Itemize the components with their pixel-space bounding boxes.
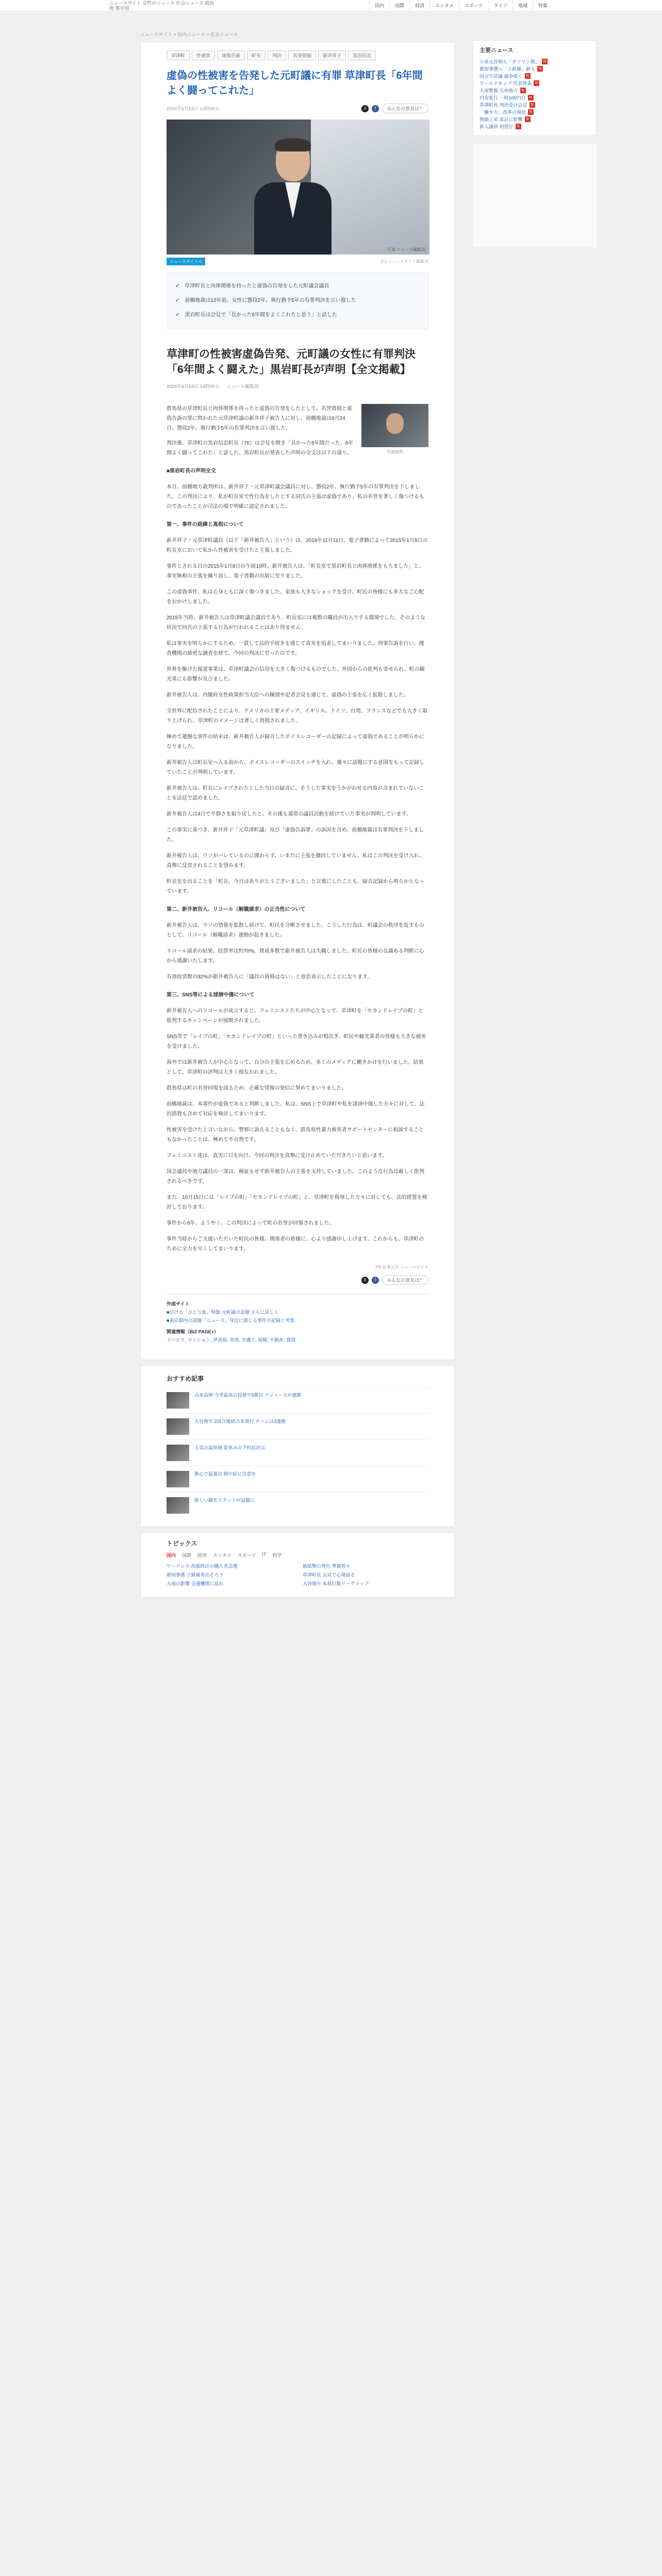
nav-item[interactable]: 国際 bbox=[389, 0, 409, 11]
sidebar-news-item[interactable] bbox=[479, 73, 590, 80]
section-heading: 第一、事件の経緯と真相について bbox=[167, 522, 244, 528]
sidebar-news-label: 国会で討論 論争続く bbox=[479, 74, 523, 79]
lead-paragraph: 判決後、草津町の黒岩信忠町長（76）は会見を開き「長かった6年間だった。6年間よく闘ってこれた」と話した。黒岩町長が発表した声明の全文は以下の通り。 bbox=[167, 440, 354, 456]
recommend-title: 山本由伸 今季最高の投球で5勝目 ドジャースが連勝 bbox=[194, 1393, 302, 1398]
inline-photo-image bbox=[361, 404, 428, 447]
topic-tab[interactable]: 経済 bbox=[197, 1553, 207, 1558]
body-paragraph: 新井被告人は、ウソがバレているのに関わらず、いまだに主張を撤回していません。私はこの判決を受け入れ、真摯に反省されることを望みます。 bbox=[167, 853, 425, 869]
topic-tab[interactable]: 国際 bbox=[182, 1553, 192, 1558]
body-paragraph: 新井被告人へのリコールが成立すると、フェミニストたちが中心となって、草津町を「セカンドレイプの町」と批判するキャンペーンが展開されました。 bbox=[167, 1008, 424, 1024]
global-nav bbox=[369, 0, 553, 11]
breadcrumb[interactable]: ニュースサイト > 国内ニュース > 社会ニュース bbox=[140, 32, 238, 37]
recommend-item[interactable] bbox=[167, 1413, 428, 1439]
facebook-share-icon[interactable]: f bbox=[372, 1277, 379, 1284]
tag[interactable]: 草津町 bbox=[167, 50, 190, 60]
hero-image bbox=[167, 120, 429, 255]
topic-link[interactable]: 大雨の影響 交通機関に乱れ bbox=[167, 1581, 224, 1586]
key-points bbox=[167, 273, 428, 329]
new-badge-icon: N bbox=[534, 80, 539, 86]
sidebar-news-label: 物価上昇 家計に影響 bbox=[479, 117, 523, 122]
new-badge-icon: N bbox=[520, 88, 526, 93]
body-paragraph: この事実に基づき、新井祥子「元草津町議」及び「虚偽告訴罪」の訴因を含め、前橋地裁は有罪判決を下しました。 bbox=[167, 827, 424, 843]
recommend-thumbnail bbox=[167, 1418, 189, 1435]
topic-link[interactable]: 大谷翔平 本塁打数リーグトップ bbox=[303, 1581, 369, 1586]
end-share-bar bbox=[167, 1275, 428, 1285]
x-share-icon[interactable]: X bbox=[361, 1277, 369, 1284]
body-paragraph: 新井被告人は、内閣府女性政策担当大臣への陳情や記者会見を通じて、虚偽の主張を広く拡散しました。 bbox=[167, 692, 409, 698]
sidebar-heading: 主要ニュース bbox=[479, 47, 514, 54]
body-paragraph: SNS等で「レイプの町」「セカンドレイプの町」といった書き込みが相次ぎ、町民や観光業者の皆様も大きな被害を受けました。 bbox=[167, 1034, 426, 1049]
tag[interactable]: 性被害 bbox=[192, 50, 215, 60]
lead-text bbox=[167, 404, 355, 458]
tag[interactable]: 黒岩信忠 bbox=[348, 50, 376, 60]
new-badge-icon: N bbox=[525, 73, 531, 79]
hero-person bbox=[254, 140, 332, 255]
recommend-item[interactable] bbox=[167, 1387, 428, 1413]
article-byline bbox=[167, 383, 428, 389]
body-paragraph: 有効投票数の92%が新井被告人に「議員の資格はない」と意思表示したことになります。 bbox=[167, 974, 373, 980]
body-paragraph: フェミニスト達は、真実に目を向け、今回の判決を真摯に受け止めていただきたいと思います。 bbox=[167, 1153, 388, 1159]
body-paragraph: 世界を駆けた報道事業は、草津町議会の信用を大きく傷つけるものでした。外国からの批判も寄せられ、町の観光業にも影響が及びました。 bbox=[167, 667, 425, 682]
body-paragraph: 私は事実を明らかにするため、一貫して法的手続きを通じて真実を追求してまいりました。刑事告訴を行い、捜査機関の綿密な調査を経て、今回の判決に至ったのです。 bbox=[167, 641, 424, 656]
hero-credit: (C) ニュースサイト編集部 bbox=[380, 259, 428, 264]
sidebar-news bbox=[473, 40, 597, 136]
tag[interactable]: 町長 bbox=[247, 50, 266, 60]
recommend-item[interactable] bbox=[167, 1492, 428, 1518]
new-badge-icon: N bbox=[525, 116, 531, 122]
facebook-share-icon[interactable]: f bbox=[372, 105, 379, 112]
body-paragraph: 2015年当時、新井被告人は草津町議会議員であり、町長室には複数の職員が出入りする環境でした。そのような状況で同氏の主張する行為が行われることはあり得ません。 bbox=[167, 615, 426, 631]
topic-tab[interactable]: エンタメ bbox=[213, 1553, 231, 1558]
external-link[interactable]: ■東京都内の話題「ニュース」身近に感じる事件の記録と考察 bbox=[167, 1318, 294, 1323]
sidebar-news-item[interactable] bbox=[479, 116, 590, 123]
topic-tab[interactable]: IT bbox=[262, 1552, 267, 1557]
tag-list bbox=[167, 50, 428, 60]
body-paragraph: 性被害を受けたと言いながら、警察に訴えることもなく、群馬県性暴力被害者サポートセンターに相談することもなかったことは、極めて不自然です。 bbox=[167, 1127, 424, 1143]
body-paragraph: 新井祥子・元草津町議員（以下「新井被告人」という）は、2019年11月11日、電子書籍によって2015年1月8日の町長室において私から性被害を受けたと主張しました。 bbox=[167, 538, 428, 553]
nav-item[interactable]: スポーツ bbox=[459, 0, 488, 11]
reaction-button[interactable]: みんなの意見は？ bbox=[382, 104, 428, 113]
topic-grid bbox=[167, 1563, 428, 1587]
hero-person-hair bbox=[275, 138, 311, 151]
key-point-text: 前橋地裁は12年前、女性に懲役2年、執行猶予5年の有罪判決を言い渡した bbox=[185, 298, 356, 303]
topic-tab[interactable]: 科学 bbox=[272, 1553, 282, 1558]
body-paragraph: 本日、前橋地方裁判所は、新井祥子・元草津町議会議員に対し、懲役2年、執行猶予5年の有罪判決を下しました。この判決により、私が町長室で性行為をしたとする同氏の主張は虚偽であり、私の名誉を著しく傷つけるものであったことが司法の場で明確に認定されました。 bbox=[167, 484, 424, 510]
article-title: 草津町の性被害虚偽告発、元町議の女性に有罪判決 「6年間よく闘えた」黒岩町長が声明【全文掲載】 bbox=[167, 348, 426, 376]
share-bar bbox=[361, 104, 428, 113]
sidebar-news-item[interactable] bbox=[479, 123, 590, 130]
section-heading: ■黒岩町長の声明全文 bbox=[167, 468, 217, 474]
key-point bbox=[175, 279, 420, 294]
recommend-thumbnail bbox=[167, 1445, 189, 1461]
sidebar-news-label: 小泉元首相ら「ガソリン税」 bbox=[479, 59, 540, 64]
new-badge-icon: N bbox=[528, 95, 534, 100]
body-paragraph: 事件当時からご支援いただいた町民の皆様、関係者の皆様に、心より感謝申し上げます。これからも、草津町のために全力を尽くしてまいります。 bbox=[167, 1236, 424, 1252]
body-paragraph: 前橋地裁は、本事件が虚偽であると判断しました。私は、SNS上で草津町や私を誹謗中傷した方々に対して、法的措置も含めて対応を検討してまいります。 bbox=[167, 1101, 425, 1117]
sidebar bbox=[473, 40, 597, 247]
sidebar-news-item[interactable] bbox=[479, 109, 590, 116]
lead-paragraph: 群馬県の草津町長と肉体関係を持ったと虚偽の告発をしたとして、名誉毀損と虚偽告訴の罪に問われた元草津町議の新井祥子被告人に対し、前橋地裁は6月24日、懲役2年、執行猶予5年の有罪判決を言い渡した。 bbox=[167, 406, 352, 431]
external-heading: 外部サイト bbox=[167, 1301, 190, 1307]
body-paragraph: この虚偽事件、私は心身ともに深く傷つきました。家族も大きなショックを受け、町民の皆様にも多大なご心配をおかけしました。 bbox=[167, 589, 424, 605]
key-point bbox=[175, 294, 420, 308]
sidebar-news-item[interactable] bbox=[479, 87, 590, 94]
sidebar-news-item[interactable] bbox=[479, 65, 590, 73]
x-share-icon[interactable]: X bbox=[361, 105, 369, 112]
nav-item[interactable]: 経済 bbox=[409, 0, 429, 11]
lead-block bbox=[167, 404, 428, 458]
tag[interactable]: 虚偽告訴 bbox=[217, 50, 245, 60]
topic-link[interactable]: 新紙幣の発行 準備着々 bbox=[303, 1564, 351, 1569]
body-paragraph: 事件とされる日の2015年1月8日の午前10時、新井被告人は、「町長室で黒岩町長と肉体関係をもちました」と、事実無根の主張を繰り返し、電子書籍の出版に至りました。 bbox=[167, 564, 424, 579]
key-point-text: 黒岩町長は会見で「長かった6年間をよくこれたと思う」と話した bbox=[185, 312, 337, 318]
body-paragraph: 新井被告人は町長室へ入る前から、ボイスレコーダーのスイッチを入れ、後々に話題にする意図をもって記録していたことが判明しています。 bbox=[167, 760, 425, 775]
related-heading: 関連情報（BIZ PAGE+） bbox=[167, 1329, 219, 1334]
body-paragraph: 極めて遺憾な事件の結末は、新井被告人が録音したボイスレコーダーの記録によって虚偽であることが明らかになりました。 bbox=[167, 734, 424, 750]
section-heading: 第三、SNS等による誹謗中傷について bbox=[167, 992, 255, 998]
recommend-item[interactable] bbox=[167, 1439, 428, 1466]
nav-item[interactable]: 特集 bbox=[533, 0, 553, 11]
body-paragraph: また、10月15日には「レイプの町」「セカンドレイプの町」と、草津町を侮辱した方々に対しても、法的措置を検討しております。 bbox=[167, 1195, 427, 1210]
publish-date: 2024年6月24日 14時00分 bbox=[167, 106, 220, 111]
body-paragraph: 海外では新井被告人が中心となって、自分の主張を広めるため、多くのメディアに働きかけを行いました。結果として、草津町の評判は大きく損なわれました。 bbox=[167, 1060, 424, 1075]
sidebar-news-label: ワールドカップ 代表発表 bbox=[479, 81, 532, 86]
body-paragraph: 事件から6年、ようやく、この判決によって町の名誉が回復されました。 bbox=[167, 1221, 335, 1226]
topic-tab[interactable]: スポーツ bbox=[237, 1553, 256, 1558]
check-icon: ✔ bbox=[175, 312, 180, 318]
recommend-list bbox=[167, 1387, 428, 1518]
body-paragraph: 全世界に配信されたことにより、アメリカの主要メディア、イギリス、ドイツ、台湾、フランスなどでも大きく取り上げられ、草津町のイメージは著しく毀損されました。 bbox=[167, 708, 428, 724]
body-paragraph: 国会議員や地方議員の一部は、検証もせず新井被告人の主張を支持していました。このような行為は厳しく批判されるべきです。 bbox=[167, 1169, 424, 1184]
topic-tab[interactable]: 国内 bbox=[167, 1553, 176, 1558]
sidebar-ad-space bbox=[473, 144, 597, 247]
nav-item[interactable]: 地域 bbox=[512, 0, 533, 11]
headline: 虚偽の性被害を告発した元町議に有罪 草津町長「6年間よく闘ってこれた」 bbox=[167, 70, 423, 96]
new-badge-icon: N bbox=[528, 109, 534, 115]
sidebar-news-item[interactable] bbox=[479, 94, 590, 101]
body-paragraph: 町長室を出ることを「町長、今日はありがとうございました」と言葉にしたことも、録音記録から明らかとなっています。 bbox=[167, 879, 424, 894]
recommend-item[interactable] bbox=[167, 1466, 428, 1492]
body-paragraph: 新井被告人は4日で平静さを取り戻したと、その後も通常の議員活動を続けていた事実が判明しています。 bbox=[167, 811, 411, 817]
sidebar-news-label: 都知事選へ「立候補」新人 bbox=[479, 66, 536, 72]
reaction-button[interactable]: みんなの意見は？ bbox=[382, 1275, 428, 1285]
recommend-thumbnail bbox=[167, 1471, 189, 1487]
body-paragraph: 新井被告人は、町長にレイプされたとした当日の録音に、そうした事実をうかがわせる内容が含まれていないことを法廷で認めました。 bbox=[167, 786, 424, 801]
sidebar-news-label: 「働き方」改革の現状 bbox=[479, 110, 526, 115]
topic-link[interactable]: ワードレス 高級時計の購入者急増 bbox=[167, 1564, 238, 1569]
article-main bbox=[140, 42, 455, 1360]
nav-item[interactable]: 国内 bbox=[369, 0, 389, 11]
topics-section bbox=[140, 1532, 455, 1598]
tag[interactable]: 新井祥子 bbox=[318, 50, 346, 60]
section-heading: 第二、新井被告人、リコール（解職請求）の正当性について bbox=[167, 907, 306, 912]
body-paragraph: リコール請求の結果、投票率は約70%、賛成多数で新井被告人は失職しました。町民の皆様の良識ある判断に心から感謝いたします。 bbox=[167, 948, 424, 964]
recommend-heading: おすすめ記事 bbox=[167, 1375, 204, 1382]
recommend-title: 大谷翔平 2試合連続の本塁打 チームは3連勝 bbox=[194, 1419, 286, 1424]
inline-photo-caption: 写真提供 bbox=[387, 450, 403, 454]
headline-meta bbox=[167, 104, 428, 113]
nav-item[interactable]: ライフ bbox=[488, 0, 512, 11]
new-badge-icon: N bbox=[516, 124, 521, 129]
hero-caption: 写真 ニュース編集部 bbox=[387, 247, 425, 252]
site-brand[interactable]: ニュースサイト 女性のニュース 社会ニュース 政治 他 都市別 bbox=[109, 1, 214, 11]
recommend-thumbnail bbox=[167, 1497, 189, 1514]
sidebar-news-label: 草津町長 判決受け会見 bbox=[479, 103, 527, 108]
ad-label: PR 記事広告 ニュースサイト bbox=[375, 1265, 428, 1269]
key-point-text: 草津町長と肉体関係を持ったと虚偽の告発をした元町議会議員 bbox=[185, 283, 329, 289]
check-icon: ✔ bbox=[175, 283, 180, 289]
tag[interactable]: 判決 bbox=[268, 50, 286, 60]
sidebar-news-item[interactable] bbox=[479, 101, 590, 109]
sidebar-news-item[interactable] bbox=[479, 80, 590, 87]
article-body bbox=[167, 482, 428, 1254]
related-links[interactable]: リハビリ, マンション, 伊香保, 草津, 弁護士, 保険, 不動産, 賃貸 bbox=[167, 1337, 296, 1343]
sidebar-news-label: 円安進行 一時160円台 bbox=[479, 95, 526, 100]
hero-footer bbox=[167, 258, 428, 265]
top-navigation-bar bbox=[0, 0, 662, 11]
recommend-title: 都心で猛暑日 熱中症に注意を bbox=[194, 1471, 256, 1477]
topic-tabs bbox=[167, 1552, 428, 1558]
external-link[interactable]: ■泣ける「ひとり旅」特集 元町議の話題 さらに詳しく bbox=[167, 1310, 279, 1315]
sidebar-news-item[interactable] bbox=[479, 58, 590, 65]
recommend-title: 人気の温泉地 夏休みの予約状況は bbox=[194, 1445, 266, 1450]
check-icon: ✔ bbox=[175, 298, 180, 303]
topics-heading: トピックス bbox=[167, 1540, 197, 1547]
tag[interactable]: 名誉毀損 bbox=[288, 50, 316, 60]
sidebar-list bbox=[479, 58, 590, 130]
sidebar-news-label: 大雨警報 九州地方 bbox=[479, 88, 518, 93]
sidebar-news-label: 新人議員 初登庁 bbox=[479, 124, 514, 129]
article-author: ニュース編集部 bbox=[226, 384, 259, 389]
topic-link[interactable]: 都知事選 立候補者出そろう bbox=[167, 1572, 224, 1578]
body-paragraph: 新井被告人は、ウソの情報を拡散し続けて、町民を分断させました。こうした行為は、町議会の秩序を乱すものとして、リコール（解職請求）運動が起きました。 bbox=[167, 923, 424, 938]
inline-photo[interactable] bbox=[361, 404, 428, 458]
new-badge-icon: N bbox=[529, 102, 535, 108]
new-badge-icon: N bbox=[537, 66, 543, 72]
recommend-title: 新しい観光スポットが話題に bbox=[194, 1498, 255, 1503]
external-links bbox=[167, 1294, 428, 1344]
recommend-thumbnail bbox=[167, 1392, 189, 1409]
recommend-section bbox=[140, 1365, 455, 1527]
article-date: 2024年6月24日 14時00分 bbox=[167, 384, 220, 389]
nav-item[interactable]: エンタメ bbox=[429, 0, 459, 11]
new-badge-icon: N bbox=[542, 59, 548, 64]
topic-link[interactable]: 草津町長 会見で心境語る bbox=[303, 1572, 355, 1578]
body-paragraph: 群馬県は町の名誉回復を図るため、正確な情報の発信に努めてまいりました。 bbox=[167, 1086, 347, 1091]
key-point bbox=[175, 308, 420, 323]
category-badge[interactable]: ニュースタイトル bbox=[167, 258, 205, 265]
